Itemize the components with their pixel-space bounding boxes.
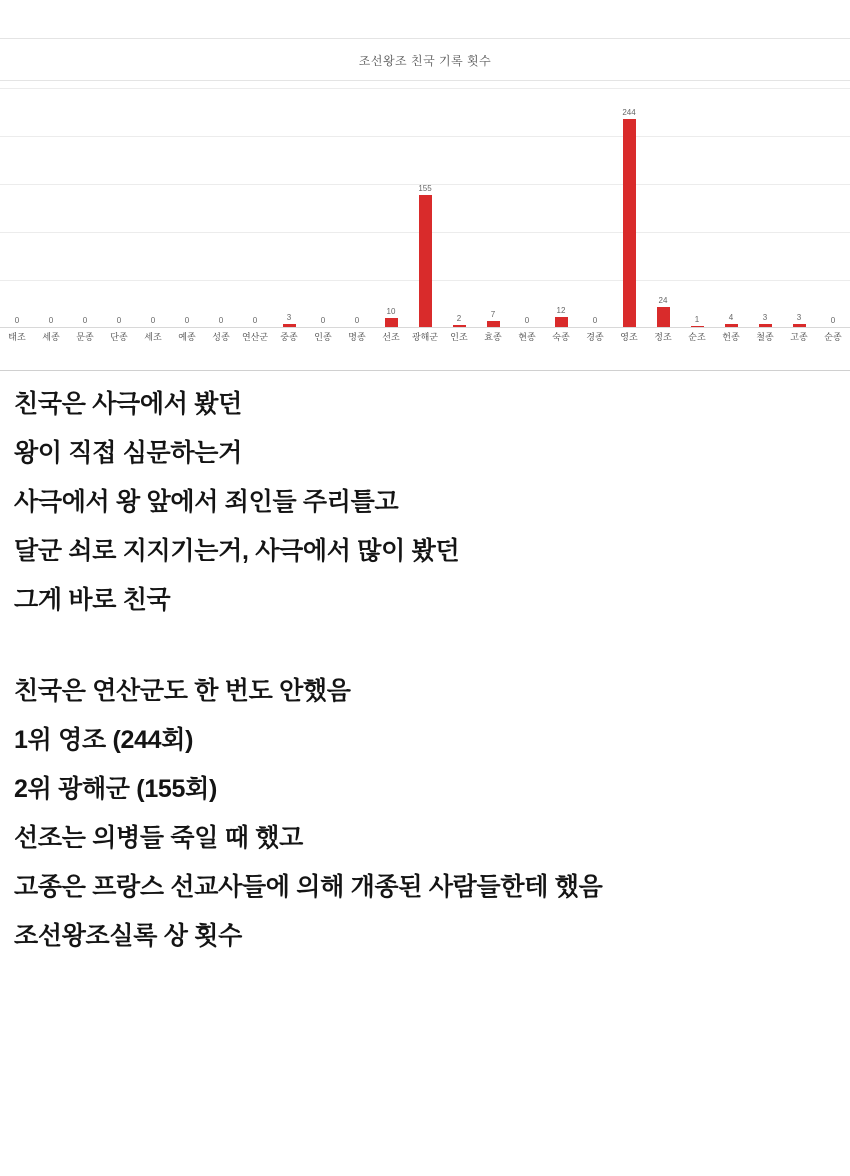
x-axis-tick-label: 세종 [42,332,60,342]
bar [691,326,704,328]
chart-top-divider [0,38,850,39]
bar [657,307,670,327]
bar-value-label: 0 [82,316,88,325]
bar-series [0,88,850,327]
bar-slot [306,88,340,327]
post-line-blank [14,637,836,655]
x-axis-tick-label: 고종 [790,332,808,342]
bar-value-label: 2 [456,314,462,324]
post-line: 선조는 의병들 죽일 때 했고 [14,824,303,852]
x-axis-tick-label: 경종 [586,332,604,342]
x-axis-tick-label: 숙종 [552,332,570,342]
post-line: 달군 쇠로 지지기는거, 사극에서 많이 봤던 [14,537,460,565]
post-line: 2위 광해군 (155회) [14,775,218,803]
bar-value-label: 0 [218,316,224,325]
bar [623,119,636,327]
x-axis-tick-label: 효종 [484,332,502,342]
post-line: 친국은 사극에서 봤던 [14,390,242,418]
bar-slot [442,88,476,327]
bar-slot [510,88,544,327]
x-axis-tick-label: 광해군 [411,332,439,342]
chart-title-divider [0,80,850,81]
bar-value-label: 0 [830,316,836,325]
bar-value-label: 0 [354,316,360,325]
bar-slot [748,88,782,327]
bar-value-label: 3 [762,313,768,323]
bar [759,324,772,327]
bar-value-label: 0 [524,316,530,325]
bar-slot [0,88,34,327]
chart-title: 조선왕조 친국 기록 횟수 [358,54,492,68]
chart-bottom-divider [0,370,850,371]
bar [453,325,466,327]
bar [555,317,568,327]
bar-slot [340,88,374,327]
bar [725,324,738,327]
x-axis-tick-label: 영조 [620,332,638,342]
bar-slot [170,88,204,327]
x-axis-tick-label: 순종 [824,332,842,342]
bar-slot [680,88,714,327]
bar-value-label: 155 [418,183,432,193]
post-body [0,372,850,949]
bar-slot [816,88,850,327]
bar-value-label: 0 [184,316,190,325]
x-axis-labels [0,330,850,356]
bar-value-label: 0 [48,316,54,325]
bar-value-label: 3 [286,313,292,323]
bar-slot [102,88,136,327]
x-axis-tick-label: 순조 [688,332,706,342]
bar-slot [578,88,612,327]
bar-slot [34,88,68,327]
post-line: 그게 바로 친국 [14,586,171,614]
bar-slot [612,88,646,327]
x-axis-tick-label: 인종 [314,332,332,342]
bar-slot [544,88,578,327]
bar [283,324,296,327]
x-axis-tick-label: 인조 [450,332,468,342]
x-axis-tick-label: 정조 [654,332,672,342]
bar-value-label: 4 [728,312,734,322]
bar-value-label: 244 [622,107,636,117]
x-axis-tick-label: 연산군 [241,332,269,342]
bar-value-label: 0 [150,316,156,325]
chart-card [0,0,850,372]
bar-value-label: 0 [116,316,122,325]
bar-slot [272,88,306,327]
bar-slot [714,88,748,327]
bar-value-label: 0 [252,316,258,325]
post-line: 친국은 연산군도 한 번도 안했음 [14,677,351,705]
post-line: 고종은 프랑스 선교사들에 의해 개종된 사람들한테 했음 [14,873,603,901]
x-axis-tick-label: 헌종 [722,332,740,342]
x-axis-tick-label: 태조 [8,332,26,342]
x-axis-tick-label: 문종 [76,332,94,342]
bar-slot [136,88,170,327]
bar [487,321,500,327]
bar-slot [204,88,238,327]
x-axis-tick-label: 선조 [382,332,400,342]
bar-slot [476,88,510,327]
post-line: 왕이 직접 심문하는거 [14,439,242,467]
x-axis-line [0,327,850,328]
bar-slot [782,88,816,327]
bar-slot [374,88,408,327]
bar [793,324,806,327]
post-line: 조선왕조실록 상 횟수 [14,922,242,950]
x-axis-tick-label: 철종 [756,332,774,342]
bar-value-label: 10 [386,307,396,317]
x-axis-tick-label: 예종 [178,332,196,342]
bar-slot [238,88,272,327]
chart-plot-area [0,88,850,328]
x-axis-tick-label: 단종 [110,332,128,342]
bar-value-label: 0 [320,316,326,325]
bar-value-label: 3 [796,313,802,323]
bar-value-label: 12 [556,305,566,315]
bar-value-label: 1 [694,314,700,324]
x-axis-tick-label: 명종 [348,332,366,342]
bar-value-label: 7 [490,310,496,320]
bar-value-label: 0 [592,316,598,325]
x-axis-tick-label: 중종 [280,332,298,342]
bar-slot [408,88,442,327]
bar [385,318,398,327]
x-axis-tick-label: 세조 [144,332,162,342]
x-axis-tick-label: 현종 [518,332,536,342]
post-line: 1위 영조 (244회) [14,726,194,754]
x-axis-tick-label: 성종 [212,332,230,342]
bar-value-label: 24 [658,295,668,305]
bar-slot [646,88,680,327]
bar-slot [68,88,102,327]
post-line: 사극에서 왕 앞에서 죄인들 주리틀고 [14,488,399,516]
bar-value-label: 0 [14,316,20,325]
bar [419,195,432,327]
